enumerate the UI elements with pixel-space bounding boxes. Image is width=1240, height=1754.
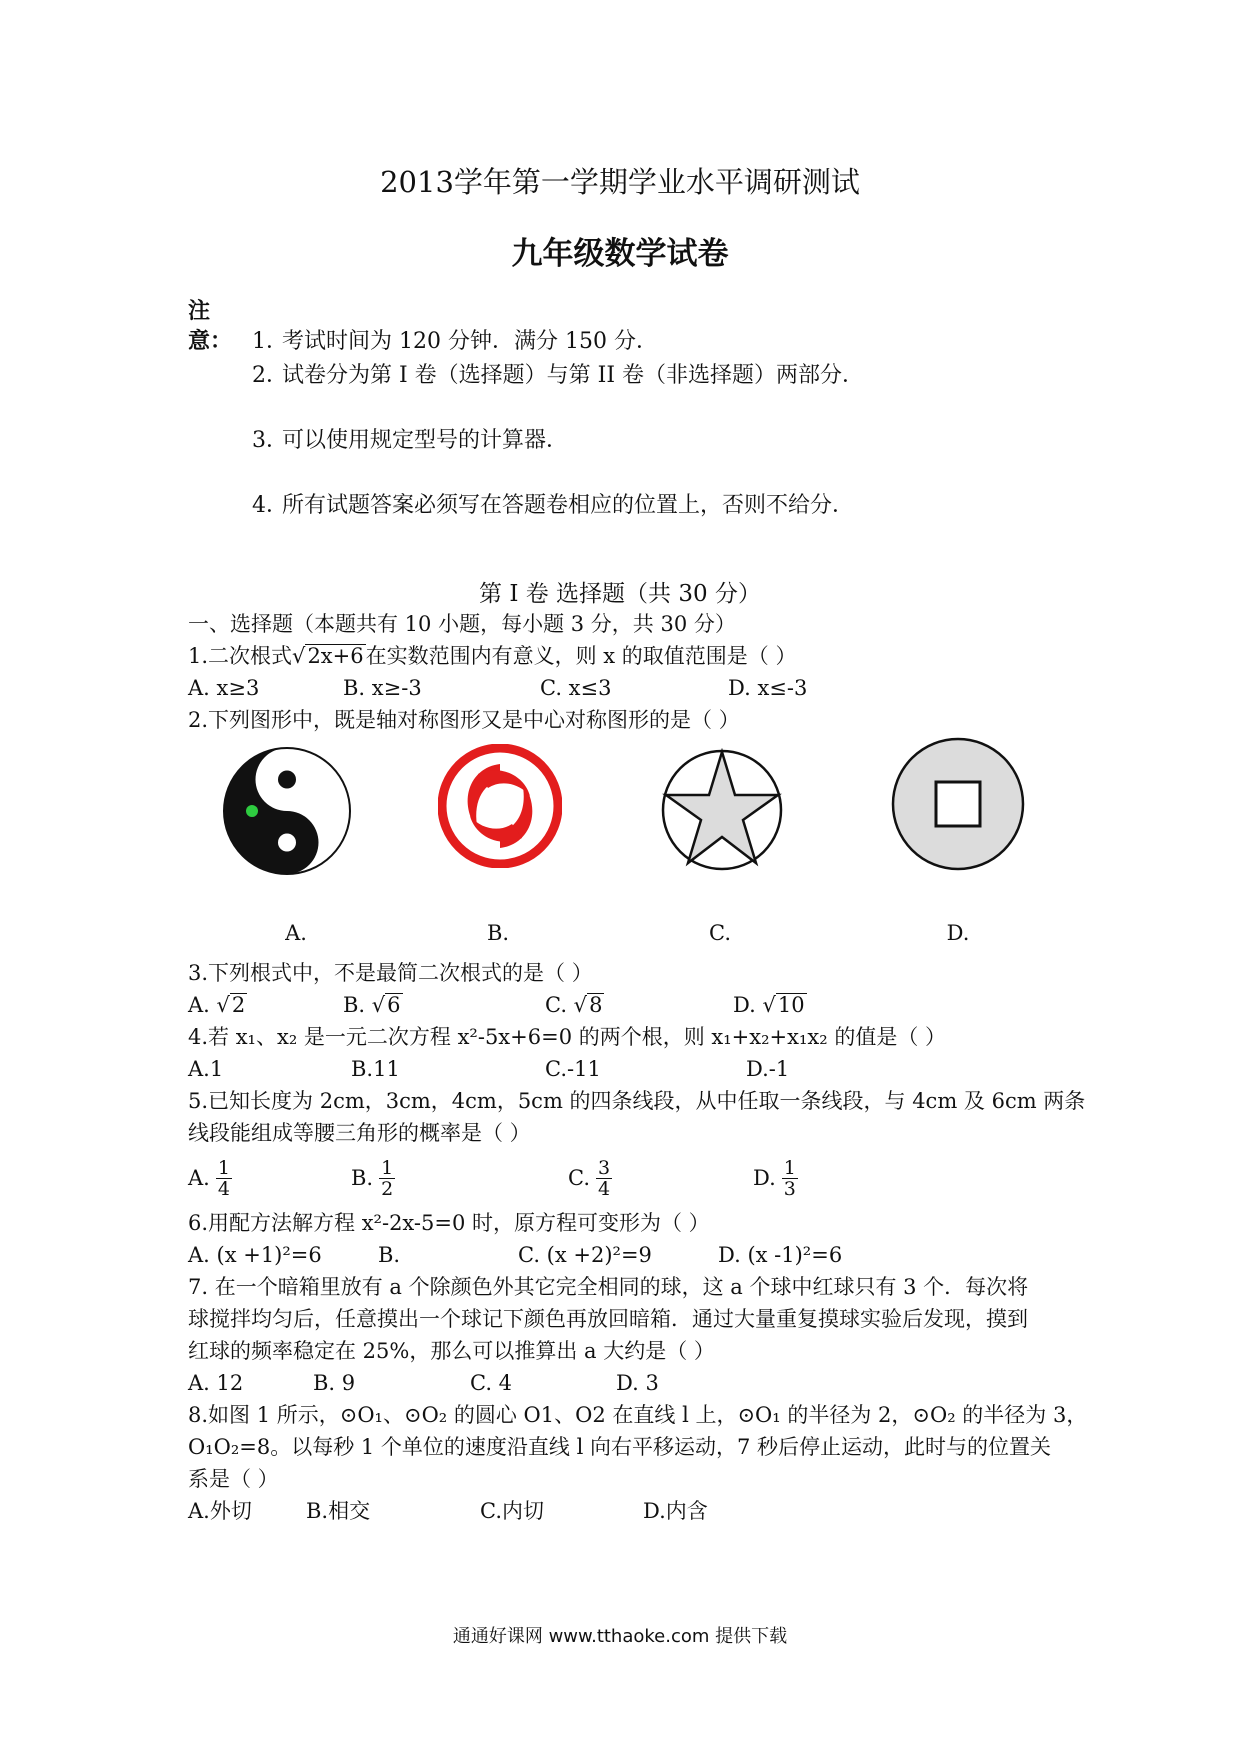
option-d: D. x≤-3 bbox=[728, 676, 808, 700]
option-b: B. $\frac{1}{2}$ bbox=[351, 1156, 394, 1200]
question-5-options bbox=[188, 1149, 1068, 1207]
square-in-circle-icon bbox=[890, 736, 1026, 872]
option-d: D. 3 bbox=[616, 1371, 659, 1395]
question-8-line2: O₁O₂=8。以每秒 1 个单位的速度沿直线 l 向右平移运动，7 秒后停止运动，此时与的位置关 bbox=[188, 1435, 1052, 1459]
download-footer: 通通好课网 www.tthaoke.com 提供下载 bbox=[452, 1626, 788, 1647]
question-7-line1: 7. 在一个暗箱里放有 a 个除颜色外其它完全相同的球，这 a 个球中红球只有 3 个．每次将 bbox=[188, 1275, 1029, 1299]
figure-label-b: B. bbox=[486, 921, 510, 945]
question-4-stem: 4.若 x₁、x₂ 是一元二次方程 x²-5x+6=0 的两个根，则 x₁+x₂+x₁x₂ 的值是（ ） bbox=[188, 1025, 946, 1049]
question-5-stem-line2: 线段能组成等腰三角形的概率是（ ） bbox=[188, 1121, 531, 1145]
option-c: C. $\frac{3}{4}$ bbox=[568, 1156, 611, 1200]
radicand: 2x+6 bbox=[307, 644, 364, 668]
question-7-line3: 红球的频率稳定在 25%，那么可以推算出 a 大约是（ ） bbox=[188, 1339, 715, 1363]
question-4-options bbox=[188, 1053, 1068, 1085]
option-d: D.内含 bbox=[643, 1499, 708, 1523]
option-a: A. √2 bbox=[188, 993, 246, 1017]
question-7-line2: 球搅拌均匀后，任意摸出一个球记下颜色再放回暗箱．通过大量重复摸球实验后发现，摸到 bbox=[188, 1307, 1028, 1331]
option-c: C.-11 bbox=[545, 1057, 601, 1081]
notes-label: 注意： bbox=[188, 298, 233, 354]
option-a: A. x≥3 bbox=[188, 676, 260, 700]
option-b: B. bbox=[378, 1243, 401, 1267]
option-c: C. 4 bbox=[470, 1371, 513, 1395]
question-2-figure-labels bbox=[188, 921, 1068, 957]
option-c: C. x≤3 bbox=[540, 676, 612, 700]
star-in-circle-icon bbox=[660, 748, 784, 872]
yin-yang-icon bbox=[222, 746, 352, 876]
exam-subtitle: 九年级数学试卷 bbox=[511, 236, 729, 272]
question-6-options bbox=[188, 1239, 1068, 1271]
note-item-4: 4．所有试题答案必须写在答题卷相应的位置上，否则不给分． bbox=[252, 493, 855, 518]
option-d: D. (x -1)²=6 bbox=[718, 1243, 843, 1267]
option-a: A. 12 bbox=[188, 1371, 244, 1395]
option-a: A.外切 bbox=[188, 1499, 252, 1523]
question-8-line3: 系是（ ） bbox=[188, 1467, 279, 1491]
figure-label-c: C. bbox=[709, 921, 731, 945]
part-heading: 一、选择题（本题共有 10 小题，每小题 3 分，共 30 分） bbox=[188, 612, 736, 636]
option-b: B.相交 bbox=[306, 1499, 371, 1523]
option-a: A. $\frac{1}{4}$ bbox=[188, 1156, 230, 1200]
note-item-3: 3．可以使用规定型号的计算器． bbox=[252, 428, 569, 453]
option-c: C.内切 bbox=[480, 1499, 544, 1523]
option-d: D. √10 bbox=[733, 993, 805, 1017]
question-6-stem: 6.用配方法解方程 x²-2x-5=0 时，原方程可变形为（ ） bbox=[188, 1211, 710, 1235]
questions-content bbox=[188, 608, 1088, 1527]
option-b: B. 9 bbox=[313, 1371, 356, 1395]
question-1-stem: 1.二次根式√2x+6在实数范围内有意义，则 x 的取值范围是（ ） bbox=[188, 644, 797, 668]
note-item-2: 2．试卷分为第 I 卷（选择题）与第 II 卷（非选择题）两部分． bbox=[252, 363, 865, 388]
question-2-stem: 2.下列图形中，既是轴对称图形又是中心对称图形的是（ ） bbox=[188, 708, 740, 732]
option-c: C. √8 bbox=[545, 993, 603, 1017]
option-a: A.1 bbox=[188, 1057, 224, 1081]
option-b: B.11 bbox=[351, 1057, 400, 1081]
question-8-line1: 8.如图 1 所示，⊙O₁、⊙O₂ 的圆心 O1、O2 在直线 l 上，⊙O₁ 的半径为 2，⊙O₂ 的半径为 3， bbox=[188, 1403, 1088, 1427]
sqrt-symbol: √ bbox=[292, 644, 306, 668]
question-8-options bbox=[188, 1495, 1068, 1527]
question-7-options bbox=[188, 1367, 1068, 1399]
section-title: 第 I 卷 选择题（共 30 分） bbox=[479, 581, 761, 607]
question-5-stem-line1: 5.已知长度为 2cm，3cm，4cm，5cm 的四条线段，从中任取一条线段，与 4cm 及 6cm 两条 bbox=[188, 1089, 1086, 1113]
option-b: B. √6 bbox=[343, 993, 401, 1017]
option-a: A. (x +1)²=6 bbox=[188, 1243, 322, 1267]
figure-label-d: D. bbox=[946, 921, 970, 945]
question-1-options bbox=[188, 672, 1068, 704]
question-2-figures bbox=[188, 736, 1068, 921]
question-3-options bbox=[188, 989, 1068, 1021]
exam-title: 2013学年第一学期学业水平调研测试 bbox=[380, 165, 860, 199]
note-item-1: 注意： 1．考试时间为 120 分钟．满分 150 分． bbox=[188, 298, 658, 354]
option-d: D.-1 bbox=[746, 1057, 790, 1081]
notes-section bbox=[188, 296, 1088, 556]
figure-label-a: A. bbox=[285, 921, 307, 945]
red-swirl-logo-icon bbox=[438, 744, 562, 868]
option-c: C. (x +2)²=9 bbox=[518, 1243, 652, 1267]
question-3-stem: 3.下列根式中，不是最简二次根式的是（ ） bbox=[188, 961, 593, 985]
option-b: B. x≥-3 bbox=[343, 676, 422, 700]
option-d: D. $\frac{1}{3}$ bbox=[753, 1156, 796, 1200]
